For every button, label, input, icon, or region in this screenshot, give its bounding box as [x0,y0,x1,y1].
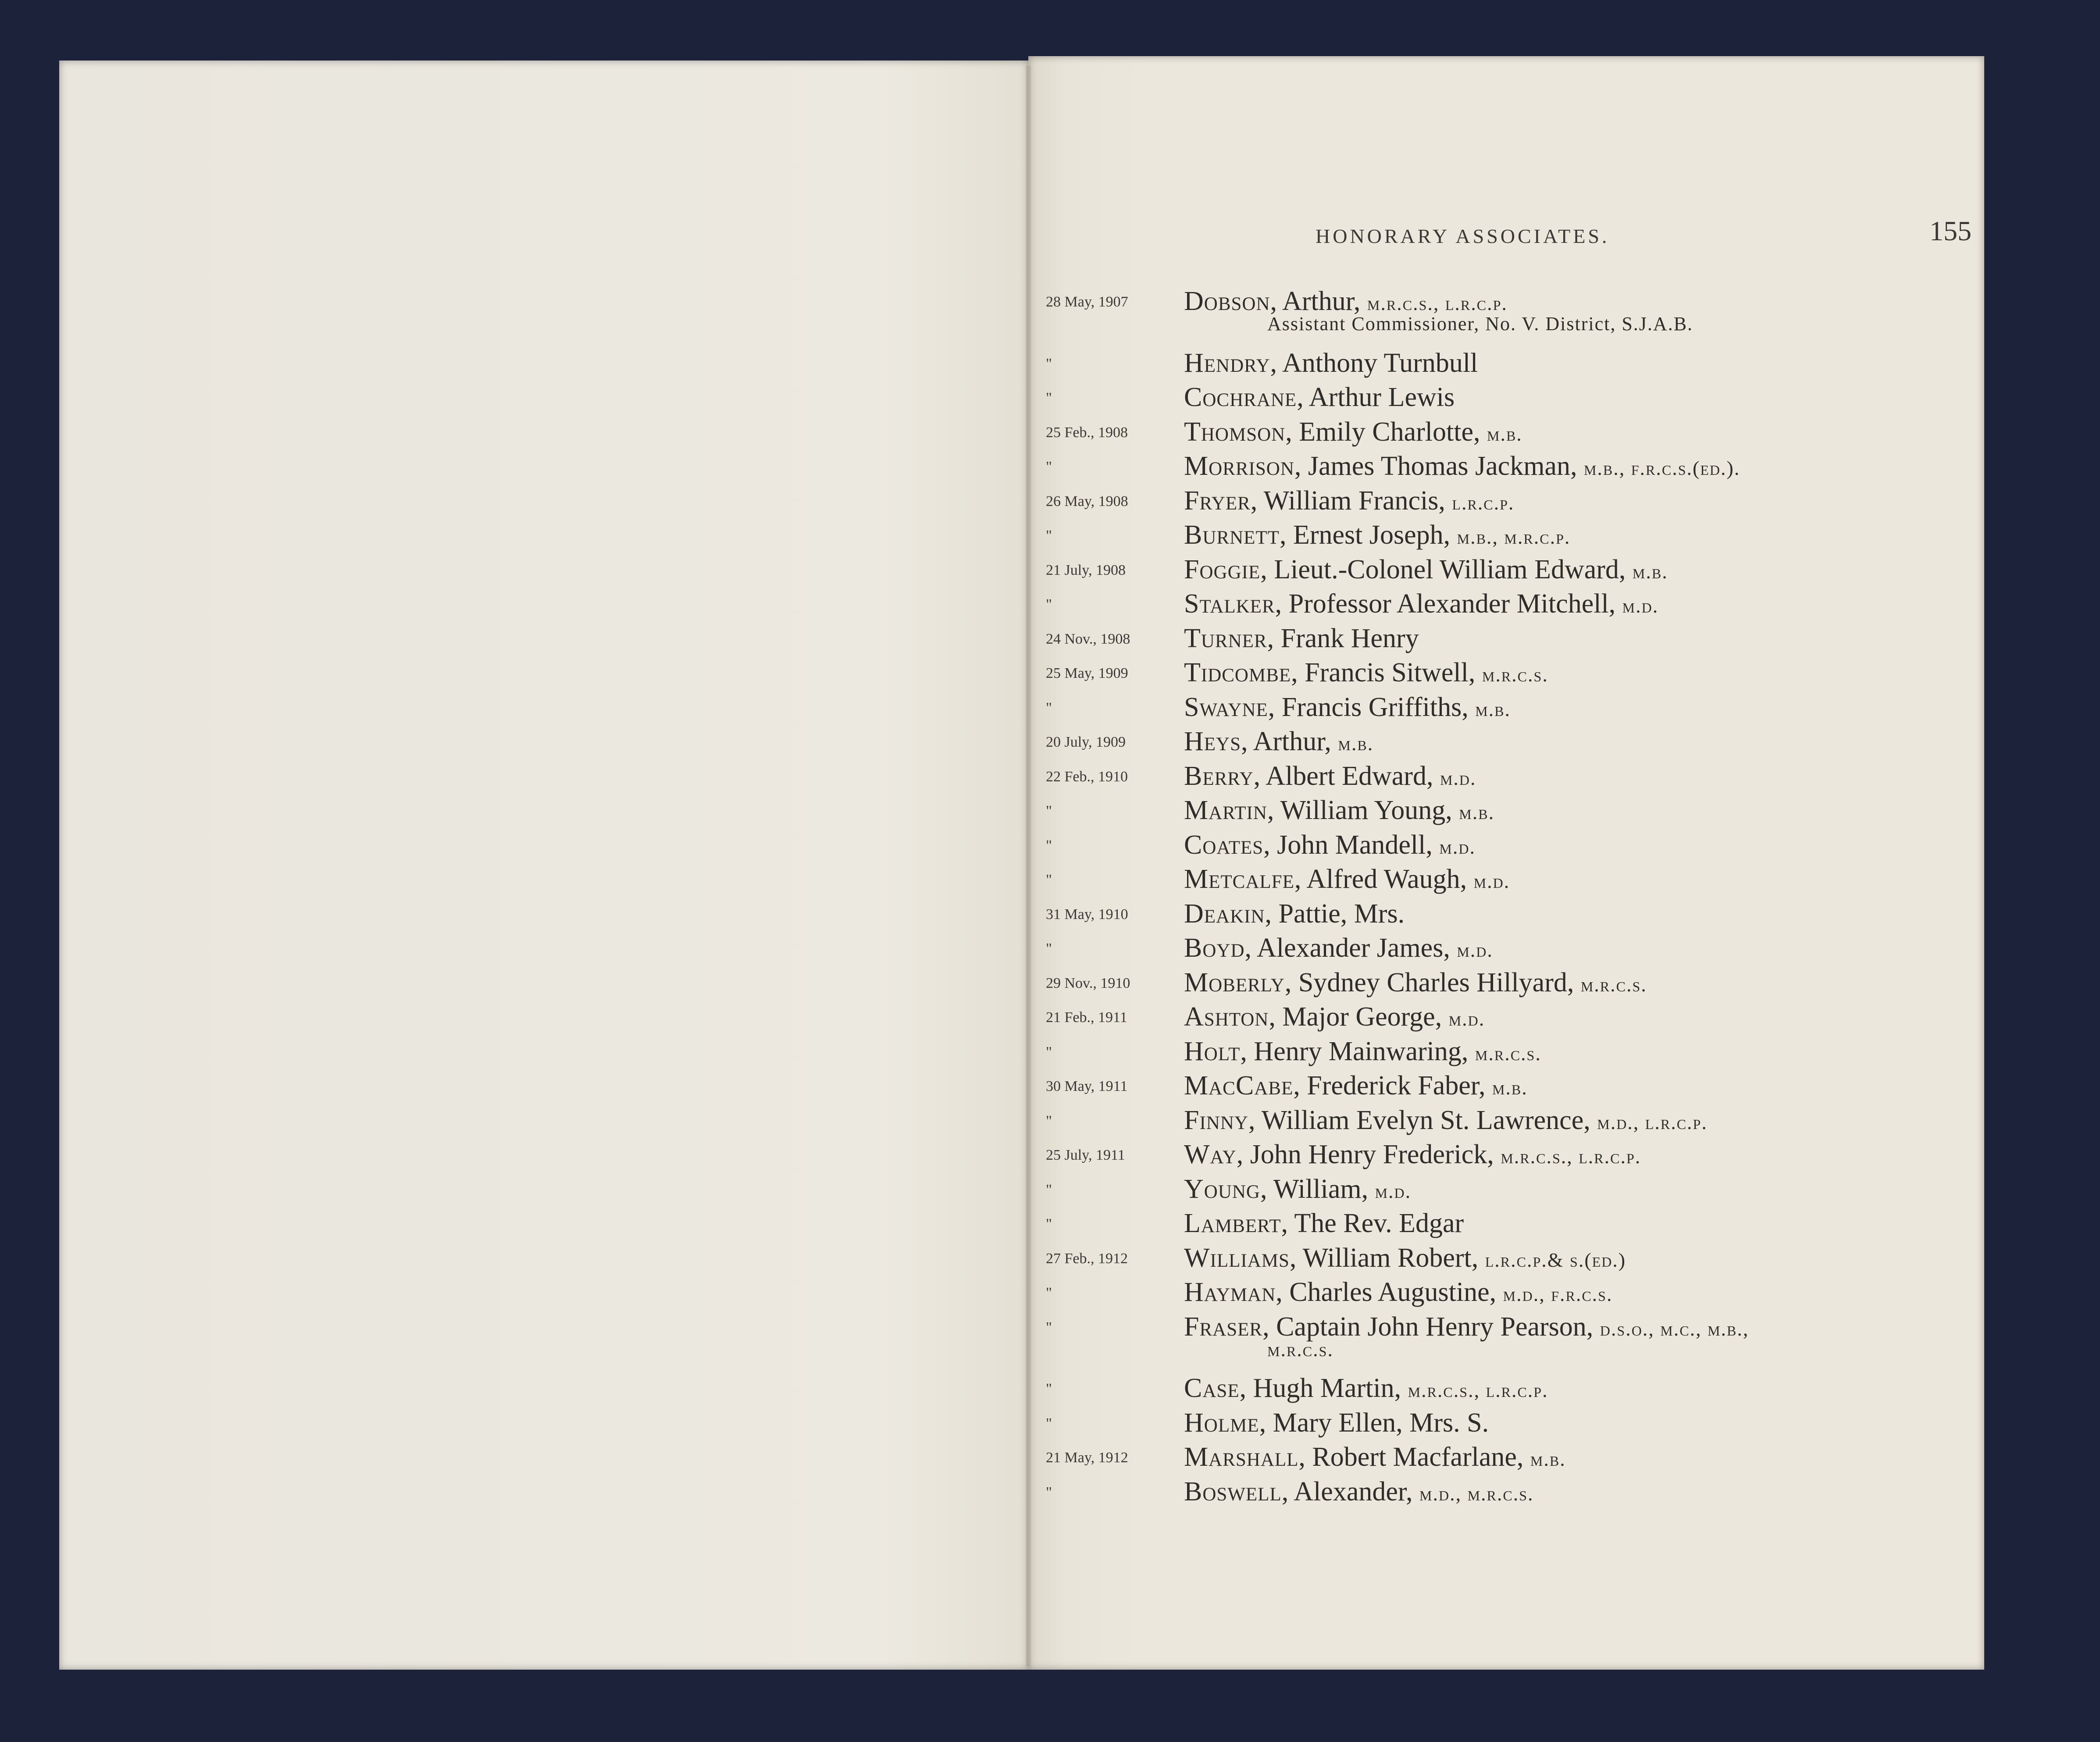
list-item [1028,377,1984,411]
running-header-title: HONORARY ASSOCIATES. [1316,225,1610,247]
surname: Young [1184,1174,1260,1204]
election-date: 26 May, 1908 [1046,493,1128,509]
given-names: , Frank Henry [1267,623,1419,653]
surname: Coates [1184,830,1264,860]
surname: Cochrane [1184,382,1297,412]
given-names: , Captain John Henry Pearson, [1262,1311,1594,1342]
given-names: , John Henry Frederick, [1236,1140,1494,1169]
qualifications: m.r.c.s., l.r.c.p. [1367,292,1508,314]
surname: Heys [1184,727,1241,756]
list-item [1028,790,1984,824]
election-date: " [1046,596,1052,613]
election-date: " [1046,1216,1052,1232]
election-date: 22 Feb., 1910 [1046,768,1128,785]
surname: Marshall [1184,1442,1299,1472]
qualifications: m.b. [1338,732,1374,755]
election-date: " [1046,459,1052,475]
qualifications: m.b., f.r.c.s.(ed.). [1583,457,1740,479]
election-date: " [1046,699,1052,716]
list-item [1028,755,1984,790]
surname: Martin [1184,795,1267,825]
surname: Boyd [1184,933,1245,963]
associate-name [1184,657,1548,688]
surname: Moberly [1184,967,1285,997]
election-date: 25 July, 1911 [1046,1147,1125,1163]
given-names: , Robert Macfarlane, [1298,1442,1524,1472]
qualifications: l.r.c.p. [1452,491,1515,514]
given-names: , James Thomas Jackman, [1294,451,1577,481]
election-date: " [1046,837,1052,854]
qualifications: m.b. [1492,1076,1528,1099]
associate-name [1184,1036,1541,1067]
surname: Swayne [1184,692,1268,722]
qualifications: m.d. [1457,939,1493,961]
list-item [1028,893,1984,928]
election-date: " [1046,390,1052,406]
election-date: " [1046,1381,1052,1397]
list-item [1028,1436,1984,1471]
surname: Hayman [1184,1277,1276,1307]
associate-name [1184,1407,1489,1439]
surname: Holme [1184,1407,1259,1438]
surname: Williams [1184,1243,1290,1273]
qualifications: m.r.c.s., l.r.c.p. [1501,1145,1641,1168]
given-names: , Francis Griffiths, [1268,692,1469,722]
list-item [1028,618,1984,652]
election-date: 20 July, 1909 [1046,734,1126,750]
list-item [1028,721,1984,755]
qualifications: m.d., f.r.c.s. [1503,1283,1613,1305]
associate-name [1184,1442,1566,1473]
election-date: 25 Feb., 1908 [1046,424,1128,441]
list-item [1028,687,1984,721]
surname: Stalker [1184,589,1275,619]
associate-name [1184,692,1511,723]
list-item [1028,859,1984,893]
given-names: , William Francis, [1250,485,1445,516]
entry-note [1028,315,1984,342]
associates-list [1028,281,1984,1505]
list-item [1028,1065,1984,1100]
list-item [1028,549,1984,584]
associate-name [1184,1243,1626,1274]
election-date: " [1046,527,1052,544]
associate-name [1184,761,1476,792]
list-item [1028,652,1984,687]
list-item [1028,1168,1984,1203]
election-date: " [1046,1285,1052,1301]
list-item [1028,1237,1984,1272]
given-names: , Frederick Faber, [1293,1071,1486,1101]
given-names: , Charles Augustine, [1276,1277,1497,1307]
list-item [1028,824,1984,859]
qualifications: m.d. [1448,1008,1485,1030]
election-date: " [1046,1319,1052,1336]
given-names: , Lieut.-Colonel William Edward, [1260,554,1626,584]
election-date: " [1046,1415,1052,1432]
surname: Hendry [1184,348,1270,378]
given-names: , Hugh Martin, [1239,1373,1401,1403]
election-date: 30 May, 1911 [1046,1078,1128,1094]
note-text: Assistant Commissioner, No. V. District, S.J.A.B. [1267,313,1694,335]
election-date: " [1046,872,1052,888]
given-names: , Sydney Charles Hillyard, [1284,967,1574,997]
surname: Dobson [1184,286,1270,316]
qualifications: d.s.o., m.c., m.b., [1600,1317,1749,1340]
list-item [1028,1134,1984,1168]
given-names: , William Robert, [1289,1243,1479,1273]
qualifications: m.d. [1622,595,1659,617]
surname: Case [1184,1373,1240,1403]
associate-name [1184,830,1476,861]
surname: Burnett [1184,520,1280,550]
associate-name [1184,554,1668,585]
given-names: , Albert Edward, [1253,761,1433,791]
associate-name [1184,1476,1534,1507]
associate-name [1184,1070,1528,1101]
surname: Morrison [1184,451,1294,481]
qualifications-continued [1028,1340,1984,1368]
associate-name [1184,623,1419,654]
list-item [1028,281,1984,315]
election-date: 27 Feb., 1912 [1046,1250,1128,1267]
left-page-blank [59,61,1028,1670]
associate-name [1184,1139,1641,1170]
election-date: " [1046,1181,1052,1198]
surname: Lambert [1184,1208,1281,1238]
given-names: , Emily Charlotte, [1285,417,1480,447]
surname: Metcalfe [1184,864,1294,894]
election-date: 24 Nov., 1908 [1046,631,1130,647]
qualifications: m.d. [1440,766,1476,789]
election-date: " [1046,355,1052,372]
list-item [1028,1368,1984,1402]
election-date: 21 May, 1912 [1046,1450,1128,1466]
given-names: , Alexander James, [1244,933,1450,963]
election-date: " [1046,1044,1052,1060]
surname: Fryer [1184,485,1251,516]
given-names: , Anthony Turnbull [1270,348,1478,378]
list-item [1028,1100,1984,1134]
list-item [1028,411,1984,446]
qualifications: m.r.c.s. [1475,1042,1541,1065]
given-names: , Mary Ellen, Mrs. S. [1259,1407,1489,1438]
surname: Boswell [1184,1476,1282,1507]
surname: Foggie [1184,554,1261,584]
surname: MacCabe [1184,1071,1294,1101]
election-date: 29 Nov., 1910 [1046,975,1130,991]
qualifications: m.d., l.r.c.p. [1597,1111,1708,1133]
election-date: 28 May, 1907 [1046,294,1128,310]
list-item [1028,1031,1984,1065]
list-item [1028,1471,1984,1506]
list-item [1028,927,1984,962]
given-names: , William Evelyn St. Lawrence, [1248,1105,1590,1135]
surname: Fraser [1184,1311,1263,1342]
associate-name [1184,485,1514,517]
list-item [1028,1272,1984,1306]
election-date: 21 July, 1908 [1046,562,1126,578]
qualifications: m.r.c.s. [1580,973,1647,996]
list-item [1028,1203,1984,1237]
election-date: " [1046,1112,1052,1129]
qualifications: m.d. [1473,870,1510,892]
given-names: , Arthur Lewis [1297,382,1455,412]
qualifications: m.b. [1632,560,1668,583]
associate-name [1184,1105,1708,1136]
given-names: , Arthur, [1270,286,1361,316]
qualifications: m.r.c.s., l.r.c.p. [1408,1379,1548,1401]
qualifications: m.b. [1487,422,1522,445]
associate-name [1184,933,1493,964]
qualifications: m.b. [1530,1448,1566,1470]
surname: Way [1184,1140,1237,1169]
list-item [1028,514,1984,549]
list-item [1028,962,1984,997]
associate-name [1184,726,1373,757]
given-names: , Francis Sitwell, [1291,658,1476,688]
associate-name [1184,520,1570,551]
given-names: , William Young, [1267,795,1452,825]
given-names: , William, [1260,1174,1369,1204]
qualifications: m.d. [1375,1179,1412,1202]
page-number: 155 [1929,215,1972,246]
associate-name [1184,967,1647,998]
surname: Berry [1184,761,1254,791]
surname: Tidcombe [1184,658,1291,688]
associate-name [1184,898,1405,930]
associate-name [1184,864,1510,895]
associate-name [1184,417,1522,448]
given-names: , The Rev. Edgar [1281,1208,1464,1238]
associate-name [1184,1208,1464,1239]
list-item [1028,1306,1984,1341]
given-names: , Pattie, Mrs. [1265,898,1405,929]
list-item [1028,1402,1984,1437]
associate-name [1184,382,1455,413]
election-date: 31 May, 1910 [1046,906,1128,923]
given-names: , Professor Alexander Mitchell, [1275,589,1616,619]
associate-name [1184,1001,1485,1033]
qualifications: m.b., m.r.c.p. [1457,526,1571,548]
surname: Deakin [1184,898,1265,929]
qualifications: m.d. [1439,835,1476,858]
qualifications: m.d., m.r.c.s. [1419,1482,1534,1505]
associate-name [1184,795,1494,826]
associate-name [1184,451,1740,482]
election-date: " [1046,1484,1052,1500]
qualifications: m.r.c.s. [1482,663,1548,686]
list-item [1028,583,1984,618]
qualifications: m.b. [1459,801,1495,823]
election-date: " [1046,803,1052,819]
associate-name [1184,1277,1612,1308]
election-date: " [1046,940,1052,957]
associate-name [1184,348,1478,379]
given-names: , Henry Mainwaring, [1240,1036,1469,1066]
surname: Turner [1184,623,1267,653]
associate-name [1184,588,1658,620]
given-names: , Ernest Joseph, [1279,520,1451,550]
surname: Finny [1184,1105,1248,1135]
given-names: , Alfred Waugh, [1294,864,1467,894]
election-date: 21 Feb., 1911 [1046,1009,1127,1026]
given-names: , Arthur, [1241,727,1331,756]
election-date: 25 May, 1909 [1046,665,1128,681]
qualifications: l.r.c.p.& s.(ed.) [1485,1248,1626,1271]
qualifications-continued-text: m.r.c.s. [1267,1338,1333,1361]
surname: Thomson [1184,417,1286,447]
list-item [1028,480,1984,515]
given-names: , John Mandell, [1263,830,1433,860]
surname: Ashton [1184,1002,1269,1032]
list-item [1028,996,1984,1031]
associate-name [1184,1373,1548,1404]
given-names: , Major George, [1269,1002,1442,1032]
list-item [1028,342,1984,377]
associate-name [1184,1174,1411,1205]
qualifications: m.b. [1475,698,1511,720]
surname: Holt [1184,1036,1241,1066]
list-item [1028,445,1984,480]
given-names: , Alexander, [1281,1476,1413,1507]
